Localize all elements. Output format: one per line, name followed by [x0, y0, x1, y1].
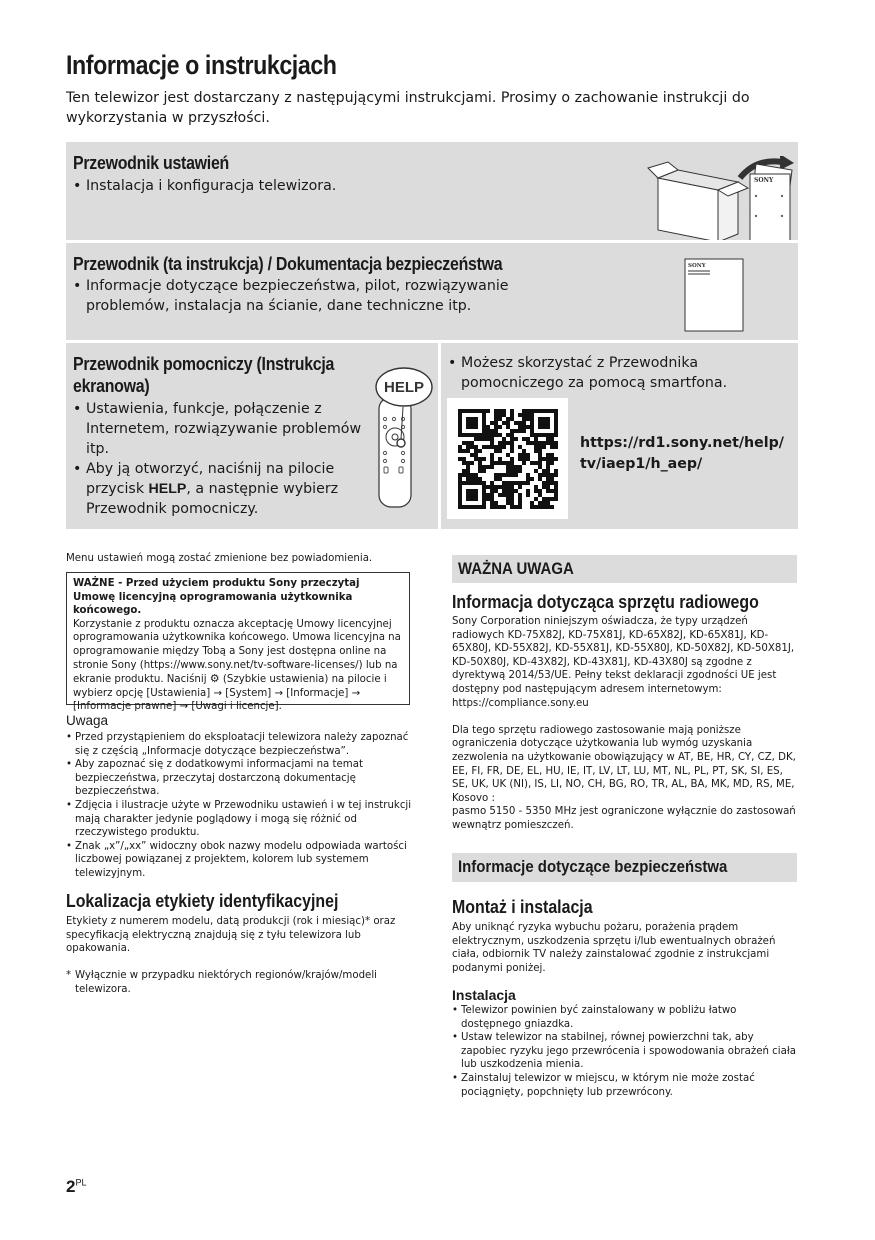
page-number: $2^{PL}$	[66, 1177, 87, 1196]
setup-guide-panel	[66, 142, 798, 240]
arrow-right-icon: →	[274, 687, 284, 699]
radio-equipment-text: Sony Corporation niniejszym oświadcza, że typy urządzeń radiowych KD-75X82J, KD-75X81J, KD-65X82J, KD-65X81J, KD-65X80J, KD-55X82J, KD-55X81J, KD-55X80J, KD-50X82J, KD-50X81J, KD-50X80J, KD-43X82J, KD-43X81J, KD-43X80J są zgodne z dyrektywą 2014/53/UE. Pełny tekst deklaracji zgodności UE jest dostępny pod następującym adresem internetowym: https://compliance.sony.eu Dla tego sprzętu radiowego zastosowanie mają poniższe ograniczenia dotyczące użytkowania lub wymóg uzyskania zezwolenia na użytkowanie obowiązujący w AT, BE, HR, CY, CZ, DK, EE, FI, FR, DE, EL, HU, IE, IT, LV, LT, LU, MT, NL, PL, PT, SK, SI, ES, SE, UK, UK (NI), IS, LI, NO, CH, BG, RO, TR, AL, BA, MK, MD, RS, ME, Kosovo : pasmo 5150 - 5350 MHz jest ograniczone wyłącznie do zastosowań wewnątrz pomieszczeń.	[452, 616, 796, 831]
label-location-heading: Lokalizacja etykiety identyfikacyjnej	[66, 890, 339, 911]
arrow-right-icon: →	[179, 701, 189, 713]
help-badge: HELP	[383, 379, 425, 396]
help-guide-panel	[66, 343, 438, 529]
list-item: • Zainstaluj telewizor w miejscu, w którym nie może zostać pociągnięty, popchnięty lub przewrócony.	[452, 1072, 797, 1099]
list-item: • Przed przystąpieniem do eksploatacji telewizora należy zapoznać się z częścią „Informacje dotyczące bezpieczeństwa”.	[66, 731, 412, 758]
tv-box-illustration	[644, 156, 804, 240]
list-item: • Aby ją otworzyć, naciśnij na pilocie przycisk HELP, a następnie wybierz Przewodnik pomocniczy.	[73, 459, 373, 519]
safety-info-banner: Informacje dotyczące bezpieczeństwa	[452, 853, 797, 882]
license-notice-box	[66, 572, 410, 713]
sony-logo: SONY	[754, 177, 774, 184]
arrow-right-icon: →	[351, 687, 361, 699]
manual-list	[73, 276, 543, 316]
setup-guide-list	[73, 176, 336, 196]
license-notice-text: Korzystanie z produktu oznacza akceptację Umowy licencyjnej oprogramowania użytkownika końcowego. Umowa licencyjna na oprogramowanie między Tobą a Sony jest dostępna online na stronie Sony (https://www.sony.net/tv-software-licenses/) lub na ekranie produktu. Naciśnij ⚙ (Szybkie ustawienia) na pilocie i wybierz opcję [Ustawienia] → [System] → [Informacje] → [Informacje prawne] → [Uwagi i licencje].	[73, 618, 401, 713]
list-item: • Ustawienia, funkcje, połączenie z Internetem, rozwiązywanie problemów itp.	[73, 399, 373, 459]
license-notice-title: WAŻNE - Przed użyciem produktu Sony przeczytaj Umowę licencyjną oprogramowania użytkownika końcowego.	[73, 578, 360, 617]
uwaga-heading: Uwaga	[66, 713, 109, 728]
help-guide-heading: Przewodnik pomocniczy (Instrukcja ekranowa)	[73, 353, 335, 396]
help-guide-list	[73, 399, 373, 519]
footnote: * Wyłącznie w przypadku niektórych regionów/krajów/modeli telewizora.	[66, 970, 377, 995]
manual-heading: Przewodnik (ta instrukcja) / Dokumentacja bezpieczeństwa	[73, 253, 503, 274]
qr-code[interactable]	[447, 398, 568, 519]
label-location-text: Etykiety z numerem modelu, datą produkcji (rok i miesiąc)* oraz specyfikacją elektryczną znajdują się z tyłu telewizora lub opakowania.	[66, 916, 396, 955]
manual-panel	[66, 243, 798, 340]
remote-help-illustration	[372, 363, 434, 511]
mounting-heading: Montaż i instalacja	[452, 896, 593, 917]
arrow-right-icon: →	[213, 687, 223, 699]
installation-list	[452, 1004, 797, 1099]
list-item: • Instalacja i konfiguracja telewizora.	[73, 176, 336, 196]
list-item: • Możesz skorzystać z Przewodnika pomocniczego za pomocą smartfona.	[448, 353, 748, 393]
intro-text: Ten telewizor jest dostarczany z następującymi instrukcjami. Prosimy o zachowanie instrukcji do wykorzystania w przyszłości.	[66, 90, 750, 126]
list-item: • Informacje dotyczące bezpieczeństwa, pilot, rozwiązywanie problemów, instalacja na ścianie, dane techniczne itp.	[73, 276, 543, 316]
menu-note: Menu ustawień mogą zostać zmienione bez powiadomienia.	[66, 553, 373, 564]
list-item: • Telewizor powinien być zainstalowany w pobliżu łatwo dostępnego gniazdka.	[452, 1004, 797, 1031]
manual-booklet-illustration	[684, 258, 746, 334]
page-title: Informacje o instrukcjach	[66, 50, 337, 80]
list-item: • Ustaw telewizor na stabilnej, równej powierzchni tak, aby zapobiec ryzyku jego przewrócenia i spowodowania obrażeń ciała lub uszkodzenia mienia.	[452, 1031, 797, 1072]
setup-guide-heading: Przewodnik ustawień	[73, 152, 230, 173]
radio-equipment-heading: Informacja dotycząca sprzętu radiowego	[452, 591, 759, 612]
list-item: • Znak „x”/„xx” widoczny obok nazwy modelu odpowiada wartości liczbowej powiązanej z projektem, kolorem lub systemem telewizyjnym.	[66, 840, 412, 881]
installation-heading: Instalacja	[452, 987, 516, 1003]
gear-icon: ⚙	[209, 672, 220, 686]
help-url-link[interactable]: https://rd1.sony.net/help/ tv/iaep1/h_aep/	[580, 435, 784, 472]
important-notice-banner: WAŻNA UWAGA	[452, 555, 797, 583]
sony-logo: SONY	[688, 263, 706, 269]
mounting-text: Aby uniknąć ryzyka wybuchu pożaru, porażenia prądem elektrycznym, uszkodzenia sprzętu i/lub ewentualnych obrażeń ciała, odbiornik TV należy zainstalować zgodnie z instrukcjami podanymi poniżej.	[452, 922, 776, 974]
list-item: • Zdjęcia i ilustracje użyte w Przewodniku ustawień i w tej instrukcji mają charakter jedynie poglądowy i mogą się różnić od rzeczywistego produktu.	[66, 799, 412, 840]
list-item: • Aby zapoznać się z dodatkowymi informacjami na temat bezpieczeństwa, przeczytaj dostarczoną dokumentację bezpieczeństwa.	[66, 758, 412, 799]
uwaga-list	[66, 731, 412, 881]
smartphone-list	[448, 353, 748, 393]
